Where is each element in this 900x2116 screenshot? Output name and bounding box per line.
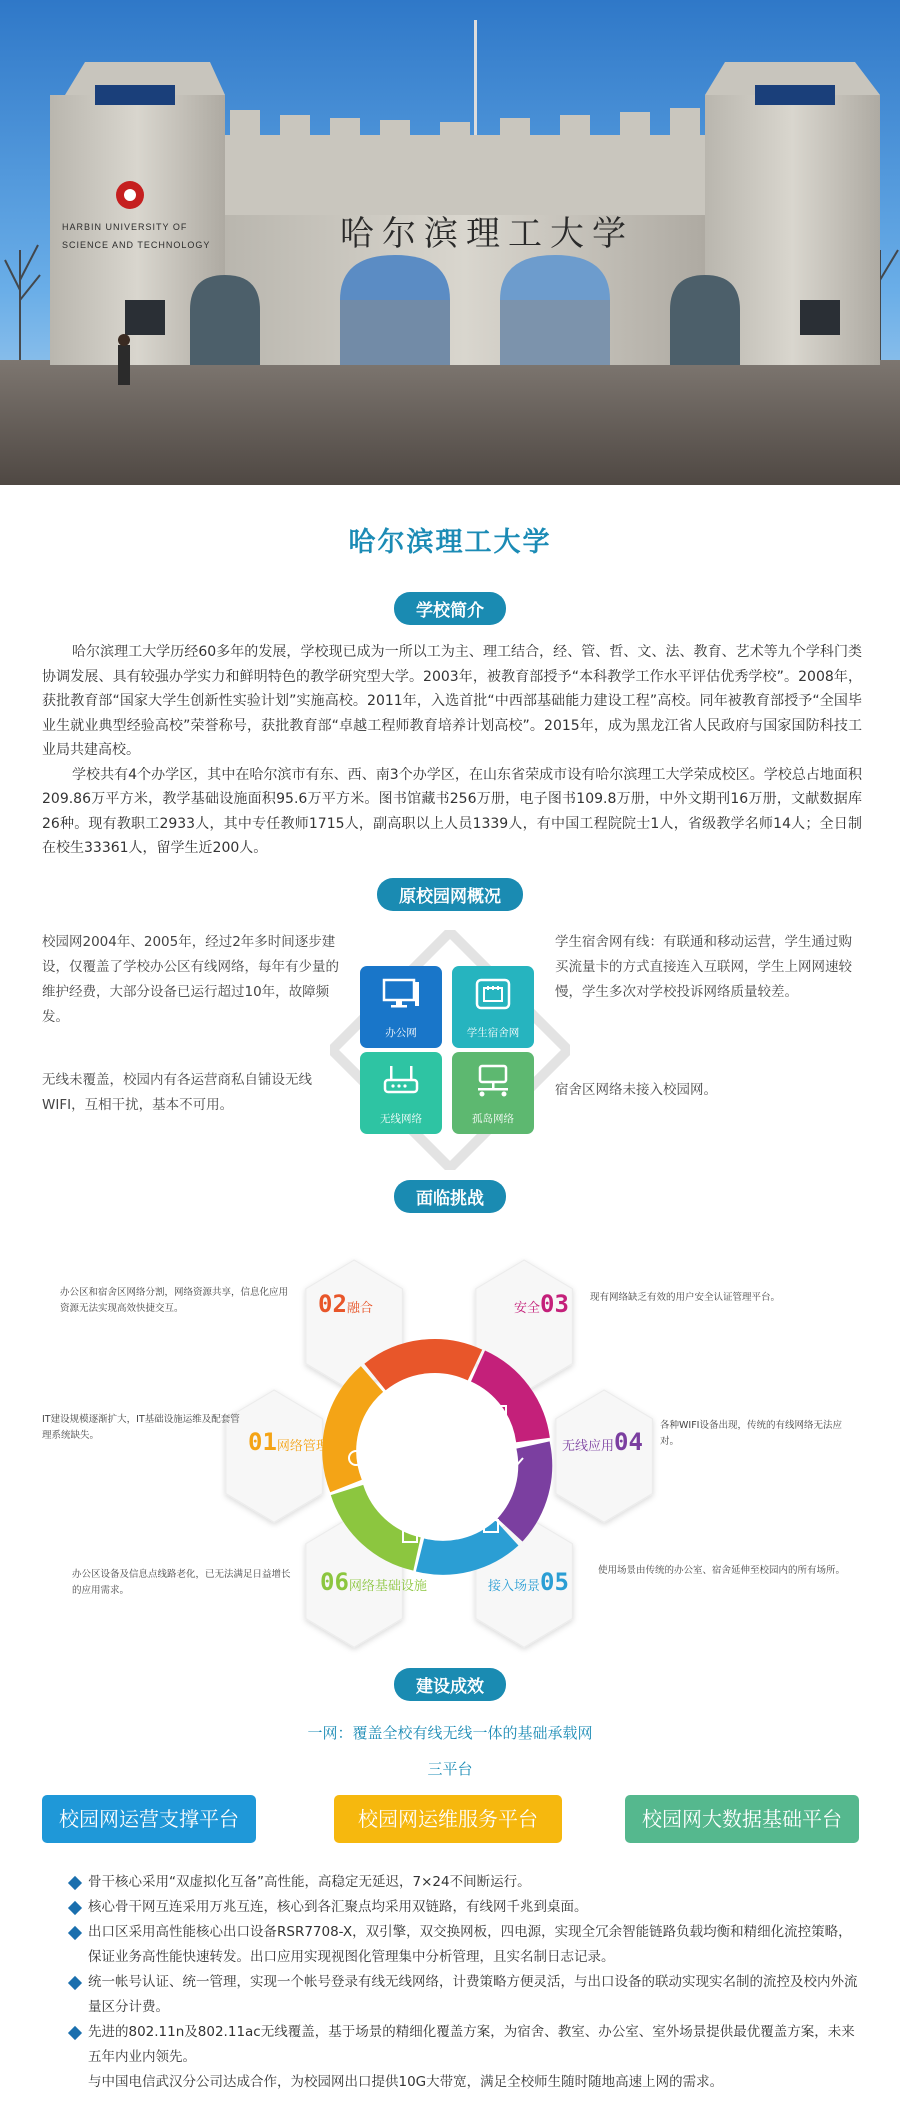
overview-wireless-text: 无线未覆盖，校园内有各运营商私自铺设无线WIFI，互相干扰，基本不可用。 bbox=[42, 1072, 312, 1113]
gate-chinese-title: 哈尔滨理工大学 bbox=[340, 214, 634, 254]
platform-ops-service: 校园网运维服务平台 bbox=[334, 1795, 562, 1843]
list-item: 核心骨干网互连采用万兆互连，核心到各汇聚点均采用双链路，有线网千兆到桌面。 bbox=[70, 1895, 860, 1920]
tile-island-network bbox=[452, 1052, 534, 1134]
challenge-label-06: 06网络基础设施 bbox=[320, 1568, 427, 1596]
list-item: 先进的802.11n及802.11ac无线覆盖，基于场景的精细化覆盖方案，为宿舍、教室、办公室、室外场景提供最优覆盖方案，未来五年内业内领先。 bbox=[70, 2020, 860, 2070]
gate-english-line-2: SCIENCE AND TECHNOLOGY bbox=[62, 240, 211, 250]
challenge-label-04: 无线应用04 bbox=[562, 1428, 643, 1456]
page-title: 哈尔滨理工大学 bbox=[348, 527, 552, 558]
results-footer-text: 与中国电信武汉分公司达成合作，为校园网出口提供10G大带宽，满足全校师生随时随地高速上网的需求。 bbox=[88, 2074, 724, 2090]
island-network-icon bbox=[474, 1064, 512, 1098]
campus-gate-photo bbox=[0, 0, 900, 485]
list-item: 统一帐号认证、统一管理，实现一个帐号登录有线无线网络，计费策略方便灵活，与出口设备的联动实现实名制的流控及校内外流量区分计费。 bbox=[70, 1970, 860, 2020]
list-item: 出口区采用高性能核心出口设备RSR7708-X，双引擎，双交换网板，四电源，实现全冗余智能链路负载均衡和精细化流控策略，保证业务高性能快速转发。出口应用实现视图化管理集中分析管理，且实名制日志记录。 bbox=[70, 1920, 860, 1970]
challenge-desc-02: 办公区和宿舍区网络分割，网络资源共享，信息化应用资源无法实现高效快捷交互。 bbox=[60, 1287, 289, 1314]
overview-dorm-text: 学生宿舍网有线：有联通和移动运营，学生通过购买流量卡的方式直接连入互联网，学生上网网速较慢，学生多次对学校投诉网络质量较差。 bbox=[555, 934, 852, 1000]
tile-label: 无线网络 bbox=[380, 1113, 422, 1125]
ring-monitor-icon bbox=[400, 1383, 416, 1395]
results-three-platforms: 三平台 bbox=[427, 1760, 473, 1778]
router-icon bbox=[382, 1064, 420, 1098]
challenge-desc-01: IT建设规模逐渐扩大，IT基础设施运维及配套管理系统缺失。 bbox=[42, 1414, 240, 1441]
challenge-desc-03: 现有网络缺乏有效的用户安全认证管理平台。 bbox=[590, 1292, 781, 1303]
results-one-network: 一网：覆盖全校有线无线一体的基础承载网 bbox=[307, 1724, 593, 1742]
challenge-label-03: 安全03 bbox=[514, 1290, 569, 1318]
overview-wired-text: 校园网2004年、2005年，经过2年多时间逐步建设，仅覆盖了学校办公区有线网络，每年有少量的维护经费，大部分设备已运行超过10年，故障频发。 bbox=[42, 934, 339, 1025]
intro-paragraph-2: 学校共有4个办学区，其中在哈尔滨市有东、西、南3个办学区，在山东省荣成市设有哈尔滨理工大学荣成校区。学校总占地面积209.86万平方米，教学基础设施面积95.6万平方米。图书馆藏书256万册，电子图书109.8万册，中外文期刊16万册，文献数据库26种。现有教职工2933人，其中专任教师1715人，副高职以上人员1339人，有中国工程院院士1人，省级教学名师14人；全日制在校生33361人，留学生近200人。 bbox=[42, 766, 862, 856]
challenge-desc-04: 各种WIFI设备出现，传统的有线网络无法应对。 bbox=[660, 1420, 842, 1447]
tile-dorm-network bbox=[452, 966, 534, 1048]
tile-label: 办公网 bbox=[385, 1027, 417, 1039]
challenge-desc-05: 使用场景由传统的办公室、宿舍延伸至校园内的所有场所。 bbox=[598, 1565, 846, 1576]
gate-english-line-1: HARBIN UNIVERSITY OF bbox=[62, 222, 188, 232]
network-overview-diagram bbox=[330, 930, 570, 1170]
list-item: 骨干核心采用“双虚拟化互备”高性能，高稳定无延迟，7×24不间断运行。 bbox=[70, 1870, 860, 1895]
challenge-label-01: 01网络管理 bbox=[248, 1428, 329, 1456]
results-bullet-list bbox=[70, 1870, 860, 2095]
intro-paragraph-1: 哈尔滨理工大学历经60多年的发展，学校现已成为一所以工为主、理工结合，经、管、哲、文、法、教育、艺术等九个学科门类协调发展、具有较强办学实力和鲜明特色的教学研究型大学。2003年，被教育部授予“本科教学工作水平评估优秀学校”。2008年，获批教育部“国家大学生创新性实验计划”实施高校。2011年，入选首批“中西部基础能力建设工程”高校。同年被教育部授予“全国毕业生就业典型经验高校”荣誉称号，获批教育部“卓越工程师教育培养计划高校”。2015年，成为黑龙江省人民政府与国家国防科技工业局共建高校。 bbox=[42, 644, 862, 758]
platform-big-data: 校园网大数据基础平台 bbox=[625, 1795, 859, 1843]
overview-dorm-isolated-text: 宿舍区网络未接入校园网。 bbox=[555, 1082, 717, 1098]
challenge-desc-06: 办公区设备及信息点线路老化，已无法满足日益增长的应用需求。 bbox=[72, 1569, 291, 1596]
section-pill-challenges: 面临挑战 bbox=[394, 1180, 506, 1213]
section-pill-intro: 学校简介 bbox=[394, 592, 506, 625]
section-pill-results: 建设成效 bbox=[394, 1668, 506, 1701]
monitor-icon bbox=[382, 978, 420, 1012]
challenge-label-02: 02融合 bbox=[318, 1290, 373, 1318]
tile-label: 学生宿舍网 bbox=[466, 1027, 520, 1039]
section-pill-overview: 原校园网概况 bbox=[377, 878, 523, 911]
challenge-label-05: 接入场景05 bbox=[488, 1568, 569, 1596]
tile-wireless-network bbox=[360, 1052, 442, 1134]
platform-operations-support: 校园网运营支撑平台 bbox=[42, 1795, 256, 1843]
tile-label: 孤岛网络 bbox=[472, 1113, 514, 1125]
intro-text bbox=[42, 640, 862, 861]
network-port-icon bbox=[474, 978, 512, 1012]
tile-office-network bbox=[360, 966, 442, 1048]
